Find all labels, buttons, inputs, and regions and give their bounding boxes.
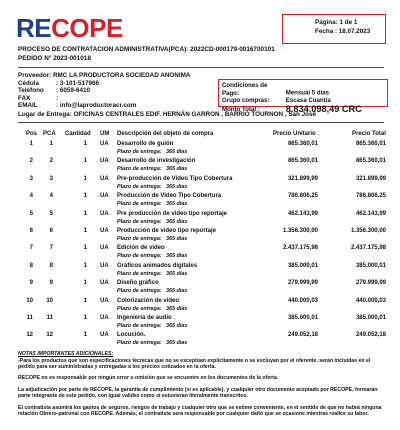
delivery-term-label: Plazo de entrega: [117, 235, 162, 242]
item-unit-price: 462.143,99 [287, 210, 318, 217]
item-unit-price: 440.000,03 [287, 297, 318, 304]
item-total-price: 385.000,01 [355, 314, 386, 321]
note-1: -Para los productos que son especificaciones técnicas que no se exceptúan explícitamente o se excluyan por el oferente, serán incluidas en el pedido para ser suministradas y entregadas a los precios cotizados en la oferta. [18, 358, 371, 371]
divider-top [18, 67, 384, 68]
item-pos: 1 [29, 141, 33, 147]
item-pos: 12 [26, 332, 33, 339]
note-2: RECOPE no es responsable por ningún error u omisión que se encuentre en los documentos de la oferta. [18, 375, 279, 381]
order-number: PEDIDO N° 2023-001018 [18, 54, 91, 62]
item-unit-price: 249.052,18 [287, 332, 318, 339]
item-description: Producción de video tipo reportaje [117, 227, 217, 234]
group-label: Grupo compras: [222, 97, 270, 105]
table-row [0, 193, 400, 210]
delivery-term-value: 365 días [166, 149, 188, 155]
item-pca: 4 [49, 193, 53, 200]
cedula-value: : 3-101-517966 [56, 79, 100, 87]
item-total-price: 385.000,01 [355, 262, 386, 269]
delivery-location: Lugar de Entrega: OFICINAS CENTRALES EDIF. HERNÁN GARRON , BARRIO TOURNON , San José [18, 111, 316, 118]
col-pos: Pos [26, 131, 38, 137]
item-pca: 7 [49, 245, 53, 252]
process-number: PROCESO DE CONTRATACION ADMINISTRATIVA(PCA): 2022CD-000179-0016700101 [18, 46, 275, 53]
item-description: Producción de Video Tipo Cobertura [117, 193, 222, 200]
delivery-term-label: Plazo de entrega: [117, 270, 162, 277]
note-4: El contratista asumirá los gastos de seguros, riesgos de trabajo y cualquier otro que se estime conveniente, en el sentido de que no habrá ninguna relación Obrero-patronal con RECOPE. Además, el contratista será responsable por cualquier daño que se ocasione mientras realice su labor. [18, 405, 382, 418]
email-label: EMAIL [18, 102, 38, 110]
fax-value: : [56, 94, 59, 102]
delivery-term-label: Plazo de entrega: [117, 322, 162, 329]
page-info-box [282, 14, 386, 44]
cedula-label: Cédula [18, 79, 39, 87]
delivery-term-value: 365 días [166, 270, 188, 277]
delivery-term-value: 365 días [166, 322, 188, 329]
col-um: UM [100, 131, 110, 137]
logo-part-2: COPE [51, 13, 123, 43]
item-pos: 9 [29, 280, 33, 287]
item-um: UA [100, 280, 109, 287]
item-description: Locución. [117, 332, 146, 339]
group-value: Escasa Cuantía [285, 97, 331, 105]
item-pca: 9 [49, 280, 53, 287]
email-value: : info@laproductoracr.com [56, 102, 137, 110]
item-unit-price: 321.899,99 [287, 175, 318, 182]
fax-label: FAX [18, 94, 31, 102]
table-row [0, 158, 400, 175]
item-um: UA [100, 262, 109, 269]
document-header [18, 46, 275, 63]
item-cantidad: 1 [83, 141, 87, 147]
item-description: Edición de video [117, 245, 165, 252]
delivery-term-label: Plazo de entrega: [117, 201, 162, 208]
table-row [0, 228, 400, 245]
delivery-term-value: 365 días [166, 218, 188, 225]
item-pos: 7 [29, 245, 33, 252]
table-row [0, 176, 400, 193]
item-um: UA [100, 210, 109, 217]
item-um: UA [100, 193, 109, 200]
delivery-term-label: Plazo de entrega: [117, 340, 162, 347]
delivery-term-value: 365 días [166, 235, 188, 242]
item-description: Desarrollo de investigación [117, 158, 196, 165]
payment-value: Mensual 5 días [285, 89, 330, 97]
item-cantidad: 1 [83, 262, 87, 269]
delivery-term-label: Plazo de entrega: [117, 305, 162, 312]
item-pos: 8 [29, 262, 33, 269]
total-label: Monto Total : [222, 105, 260, 113]
item-unit-price: 865.360,01 [287, 158, 318, 165]
item-pos: 4 [29, 193, 33, 200]
item-description: Ingeniería de audio [117, 314, 172, 321]
delivery-term-value: 365 días [166, 253, 188, 260]
notes-title: NOTAS IMPORTANTES ADICIONALES: [18, 351, 114, 357]
item-pca: 1 [49, 141, 53, 147]
provider-name: Proveedor: RMC LA PRODUCTORA SOCIEDAD ANONIMA [18, 72, 191, 79]
item-pos: 3 [29, 175, 33, 182]
table-row [0, 315, 400, 332]
item-cantidad: 1 [83, 280, 87, 287]
items-table [0, 141, 400, 350]
item-total-price: 462.143,99 [355, 210, 386, 217]
delivery-term-value: 365 días [166, 305, 188, 312]
item-pca: 5 [49, 210, 53, 217]
conditions-box [218, 79, 388, 114]
col-pca: PCA [43, 131, 56, 137]
note-3: La adjudicación por parte de RECOPE, la garantía de cumplimiento (si es aplicable), y cualquier otro documento aceptado por RECOPE, formarán parte integrante de este pedido, con igual validez como si estuvieran literalmente transcritos. [18, 387, 378, 400]
delivery-term-label: Plazo de entrega: [117, 288, 162, 295]
item-um: UA [100, 141, 109, 147]
delivery-term-label: Plazo de entrega: [117, 253, 162, 260]
item-pca: 2 [49, 158, 53, 165]
item-total-price: 440.000,03 [355, 297, 386, 304]
delivery-term-value: 365 días [166, 166, 188, 173]
delivery-term-label: Plazo de entrega: [117, 183, 162, 190]
document-date: Fecha : 18.07.2023 [315, 28, 371, 35]
item-unit-price: 1.356.300,00 [282, 227, 318, 234]
item-unit-price: 2.437.175,98 [282, 245, 318, 252]
delivery-term-label: Plazo de entrega: [117, 149, 162, 155]
item-description: Diseño gráfico [117, 280, 159, 287]
table-row [0, 298, 400, 315]
table-row [0, 141, 400, 158]
item-um: UA [100, 245, 109, 252]
item-cantidad: 1 [83, 314, 87, 321]
delivery-term-value: 365 días [166, 288, 188, 295]
item-um: UA [100, 332, 109, 339]
item-pos: 6 [29, 227, 33, 234]
item-pca: 6 [49, 227, 53, 234]
table-row [0, 332, 400, 349]
item-um: UA [100, 297, 109, 304]
item-unit-price: 385.000,01 [287, 314, 318, 321]
item-pca: 3 [49, 175, 53, 182]
item-pos: 5 [29, 210, 33, 217]
delivery-term-value: 365 días [166, 340, 188, 347]
phone-value: : 6059-6410 [56, 87, 90, 95]
item-total-price: 279.999,99 [355, 280, 386, 287]
item-pos: 10 [26, 297, 33, 304]
delivery-term-label: Plazo de entrega: [117, 166, 162, 173]
item-unit-price: 385.000,01 [287, 262, 318, 269]
table-row [0, 280, 400, 297]
col-unit-price: Precio Unitario [273, 131, 316, 137]
item-cantidad: 1 [83, 158, 87, 165]
item-total-price: 249.052,18 [355, 332, 386, 339]
divider-table-top [18, 122, 384, 123]
delivery-term-value: 365 días [166, 183, 188, 190]
item-description: Gráficos animados digitales [117, 262, 198, 269]
item-cantidad: 1 [83, 227, 87, 234]
item-pca: 11 [46, 314, 53, 321]
item-description: Pre-producción de Video Tipo Cobertura [117, 175, 233, 182]
item-cantidad: 1 [83, 332, 87, 339]
item-cantidad: 1 [83, 245, 87, 252]
item-um: UA [100, 175, 109, 182]
item-total-price: 786.806,25 [355, 193, 386, 200]
recope-logo [16, 15, 123, 41]
item-cantidad: 1 [83, 297, 87, 304]
item-cantidad: 1 [83, 175, 87, 182]
item-unit-price: 865.360,01 [287, 141, 318, 147]
item-pca: 10 [46, 297, 53, 304]
delivery-term-value: 365 días [166, 201, 188, 208]
col-cantidad: Cantidad [65, 131, 91, 137]
table-row [0, 211, 400, 228]
item-pca: 8 [49, 262, 53, 269]
item-description: Colorización de video [117, 297, 180, 304]
item-pos: 2 [29, 158, 33, 165]
total-amount: 8.834.098,49 CRC [285, 103, 362, 114]
item-description: Desarrollo de guión [117, 141, 174, 147]
table-row [0, 245, 400, 262]
item-unit-price: 786.806,25 [287, 193, 318, 200]
item-description: Pre producción de video tipo reportaje [117, 210, 228, 217]
col-description: Descripción del objeto de compra [117, 131, 214, 137]
phone-label: Teléfono [18, 87, 44, 95]
item-cantidad: 1 [83, 210, 87, 217]
item-total-price: 321.899,99 [355, 175, 386, 182]
item-total-price: 865.360,01 [355, 158, 386, 165]
item-pca: 12 [46, 332, 53, 339]
logo-part-1: RE [16, 13, 52, 43]
item-total-price: 2.437.175,98 [350, 245, 386, 252]
item-total-price: 865.360,01 [355, 141, 386, 147]
table-row [0, 263, 400, 280]
item-pos: 11 [26, 314, 33, 321]
item-um: UA [100, 314, 109, 321]
delivery-term-label: Plazo de entrega: [117, 218, 162, 225]
item-um: UA [100, 158, 109, 165]
col-total-price: Precio Total [352, 131, 386, 137]
payment-label: Condiciones de Pago: [222, 82, 268, 97]
item-total-price: 1.356.300,00 [350, 227, 386, 234]
item-um: UA [100, 227, 109, 234]
provider-block [18, 72, 190, 110]
page-number: Página: 1 de 1 [315, 19, 358, 26]
item-unit-price: 279.999,99 [287, 280, 318, 287]
item-cantidad: 1 [83, 193, 87, 200]
